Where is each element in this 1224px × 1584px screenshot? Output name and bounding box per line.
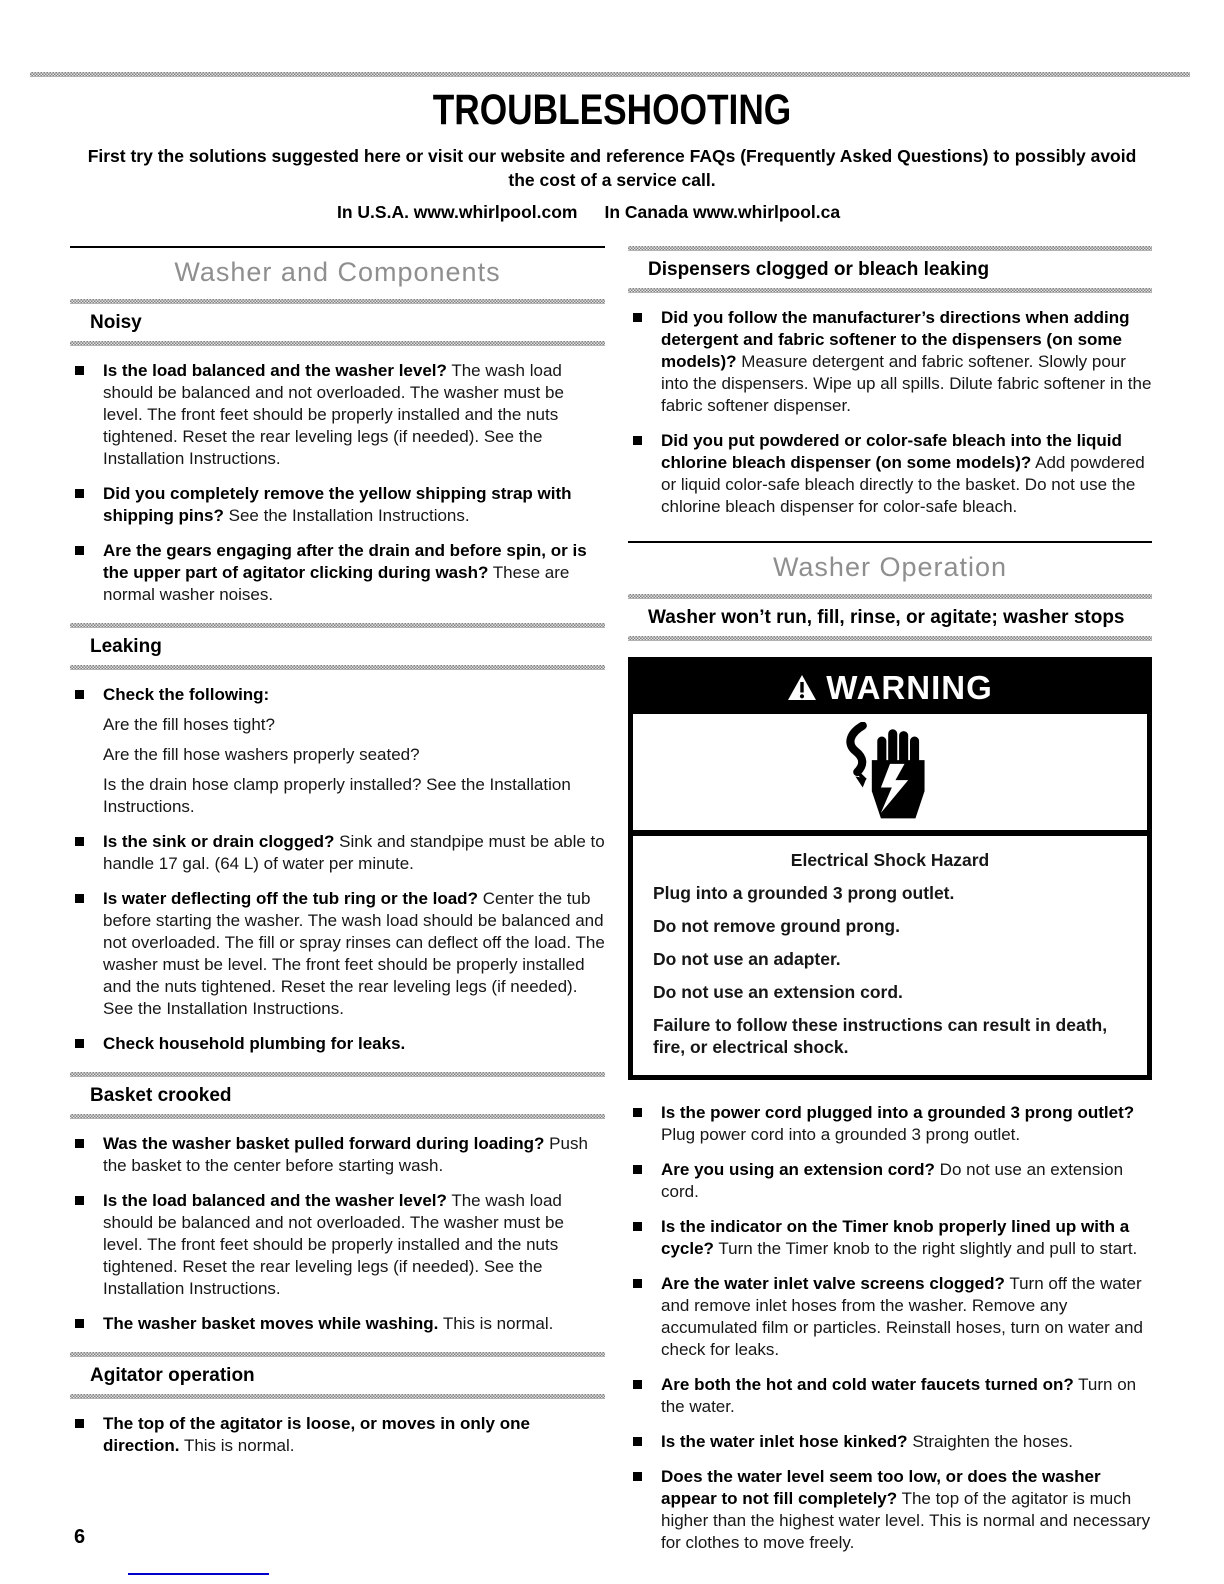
section-top-rule [70, 246, 605, 248]
agitator-list [70, 1399, 605, 1474]
section-title-washer-operation: Washer Operation [772, 552, 1008, 582]
warning-label: WARNING [826, 669, 993, 706]
item-text: Turn off the water and remove inlet hoses from the washer. Remove any accumulated film or particles. Reinstall hoses, turn on water and check for leaks. [661, 1274, 1143, 1359]
item-lead: Is the power cord plugged into a grounded 3 prong outlet? [661, 1103, 1135, 1122]
divider [628, 636, 1152, 641]
item-lead: The washer basket moves while washing. [103, 1314, 439, 1333]
wont-run-list [628, 1100, 1152, 1571]
warning-header [633, 662, 1147, 714]
item-text: The wash load should be balanced and not overloaded. The washer must be level. The front feet should be properly installed and the nuts tightened. Reset the rear leveling legs (if needed). See the Installation Instructions. [103, 1191, 564, 1298]
dispensers-list [628, 293, 1152, 535]
bullet-square-icon [633, 1108, 642, 1117]
bullet-square-icon [633, 1437, 642, 1446]
basket-crooked-list [70, 1119, 605, 1352]
item-text: Turn on the water. [661, 1375, 1137, 1416]
bullet-square-icon [75, 1139, 84, 1148]
heading-agitator-operation: Agitator operation [90, 1365, 255, 1386]
bullet-square-icon [633, 1472, 642, 1481]
item-lead: Is the water inlet hose kinked? [661, 1432, 908, 1451]
list-item [70, 831, 605, 875]
bullet-square-icon [75, 837, 84, 846]
heading-leaking: Leaking [90, 636, 162, 657]
item-text: Center the tub before starting the washer. The wash load should be balanced and not overloaded. The fill or spray rinses can deflect off the load. The washer must be level. The front feet should be properly installed and the nuts tightened. Reset the rear leveling legs (if needed). See the Installation Instructions. [103, 889, 605, 1018]
bullet-square-icon [75, 366, 84, 375]
list-item [70, 483, 605, 527]
item-text: Straighten the hoses. [912, 1432, 1073, 1451]
top-page-divider [30, 72, 1190, 77]
item-lead: Check the following: [103, 685, 270, 704]
item-text: The top of the agitator is much higher than the highest water level. This is normal and necessary for clothes to move freely. [661, 1489, 1151, 1552]
list-item [628, 1431, 1152, 1453]
list-item [628, 307, 1152, 417]
item-text: These are normal washer noises. [103, 563, 570, 604]
heading-noisy: Noisy [90, 312, 142, 333]
page-subtitle: First try the solutions suggested here or visit our website and reference FAQs (Frequently Asked Questions) to possibly avoid the cost of a service call. [87, 146, 1137, 190]
item-text: Measure detergent and fabric softener. Slowly pour into the dispensers. Wipe up all spills. Dilute fabric softener in the fabric softener dispenser. [661, 352, 1152, 415]
warning-text [633, 836, 1147, 1075]
list-item [628, 1273, 1152, 1361]
sub-item-text: Are the fill hoses tight? [103, 715, 275, 734]
warning-line: Do not remove ground prong. [653, 916, 900, 936]
page-number: 6 [74, 1526, 86, 1548]
bullet-square-icon [75, 1196, 84, 1205]
usa-website-text: In U.S.A. www.whirlpool.com [337, 202, 578, 222]
list-item [70, 1133, 605, 1177]
item-text: Do not use an extension cord. [661, 1160, 1124, 1201]
item-text: Push the basket to the center before starting wash. [103, 1134, 588, 1175]
item-lead: Did you put powdered or color-safe bleach into the liquid chlorine bleach dispenser (on some models)? [661, 431, 1122, 472]
list-item [70, 1313, 605, 1335]
item-text: Plug power cord into a grounded 3 prong outlet. [661, 1125, 1021, 1144]
bullet-square-icon [633, 436, 642, 445]
bullet-square-icon [75, 546, 84, 555]
item-lead: Are you using an extension cord? [661, 1160, 935, 1179]
heading-washer-wont-run: Washer won’t run, fill, rinse, or agitate; washer stops [648, 607, 1125, 628]
item-lead: Is the sink or drain clogged? [103, 832, 335, 851]
item-lead: Are both the hot and cold water faucets turned on? [661, 1375, 1074, 1394]
item-lead: Did you follow the manufacturer’s directions when adding detergent and fabric softener to the dispensers (on some models)? [661, 308, 1130, 371]
list-item [628, 1102, 1152, 1146]
item-lead: Check household plumbing for leaks. [103, 1034, 406, 1053]
section-title-washer-and-components: Washer and Components [174, 257, 501, 287]
list-item [628, 430, 1152, 518]
section-top-rule [628, 541, 1152, 543]
list-item [70, 684, 605, 818]
electrical-shock-hand-icon [835, 722, 945, 822]
list-item [70, 360, 605, 470]
sub-item-text: Is the drain hose clamp properly installed? See the Installation Instructions. [103, 775, 571, 816]
item-text: This is normal. [442, 1314, 554, 1333]
bullet-square-icon [633, 313, 642, 322]
item-text: See the Installation Instructions. [228, 506, 470, 525]
warning-line: Plug into a grounded 3 prong outlet. [653, 883, 955, 903]
item-text: Sink and standpipe must be able to handle 17 gal. (64 L) of water per minute. [103, 832, 605, 873]
warning-line: Do not use an adapter. [653, 949, 841, 969]
item-text: Turn the Timer knob to the right slightly and pull to start. [718, 1239, 1138, 1258]
warning-line: Do not use an extension cord. [653, 982, 903, 1002]
list-item [70, 1190, 605, 1300]
bullet-square-icon [75, 894, 84, 903]
item-lead: Are the water inlet valve screens clogged? [661, 1274, 1005, 1293]
website-links [337, 202, 840, 223]
bullet-square-icon [633, 1279, 642, 1288]
item-lead: Was the washer basket pulled forward during loading? [103, 1134, 545, 1153]
right-column [628, 246, 1152, 1571]
warning-box [628, 657, 1152, 1080]
list-item [70, 1413, 605, 1457]
list-item [70, 540, 605, 606]
footer-blue-line [128, 1573, 269, 1575]
item-lead: Is the load balanced and the washer level? [103, 361, 447, 380]
item-lead: Are the gears engaging after the drain and before spin, or is the upper part of agitator clicking during wash? [103, 541, 587, 582]
hazard-title: Electrical Shock Hazard [790, 850, 990, 870]
heading-basket-crooked: Basket crooked [90, 1085, 232, 1106]
warning-figure [633, 714, 1147, 836]
item-lead: Is water deflecting off the tub ring or the load? [103, 889, 478, 908]
bullet-square-icon [75, 1419, 84, 1428]
left-column [70, 246, 605, 1474]
list-item [628, 1216, 1152, 1260]
item-lead: Is the indicator on the Timer knob properly lined up with a cycle? [661, 1217, 1130, 1258]
bullet-square-icon [75, 489, 84, 498]
page-title: TROUBLESHOOTING [432, 86, 792, 134]
list-item [70, 1033, 605, 1055]
item-lead: Does the water level seem too low, or does the washer appear to not fill completely? [661, 1467, 1101, 1508]
noisy-list [70, 346, 605, 623]
leaking-list [70, 670, 605, 1072]
bullet-square-icon [633, 1222, 642, 1231]
list-item [628, 1374, 1152, 1418]
item-text: The wash load should be balanced and not overloaded. The washer must be level. The front feet should be properly installed and the nuts tightened. Reset the rear leveling legs (if needed). See the Installation Instructions. [103, 361, 564, 468]
bullet-square-icon [633, 1165, 642, 1174]
sub-item-text: Are the fill hose washers properly seated? [103, 745, 420, 764]
bullet-square-icon [75, 1039, 84, 1048]
bullet-square-icon [75, 690, 84, 699]
item-lead: Did you completely remove the yellow shipping strap with shipping pins? [103, 484, 572, 525]
bullet-square-icon [75, 1319, 84, 1328]
item-text: Add powdered or liquid color-safe bleach directly to the basket. Do not use the chlorine bleach dispenser for color-safe bleach. [661, 453, 1145, 516]
list-item [628, 1159, 1152, 1203]
bullet-square-icon [633, 1380, 642, 1389]
warning-line: Failure to follow these instructions can result in death, fire, or electrical shock. [653, 1015, 1108, 1057]
list-item [628, 1466, 1152, 1554]
canada-website-text: In Canada www.whirlpool.ca [604, 202, 841, 222]
warning-triangle-icon [787, 674, 817, 702]
item-lead: The top of the agitator is loose, or moves in only one direction. [103, 1414, 530, 1455]
item-lead: Is the load balanced and the washer level? [103, 1191, 447, 1210]
heading-dispensers: Dispensers clogged or bleach leaking [648, 259, 990, 280]
item-text: This is normal. [183, 1436, 295, 1455]
list-item [70, 888, 605, 1020]
